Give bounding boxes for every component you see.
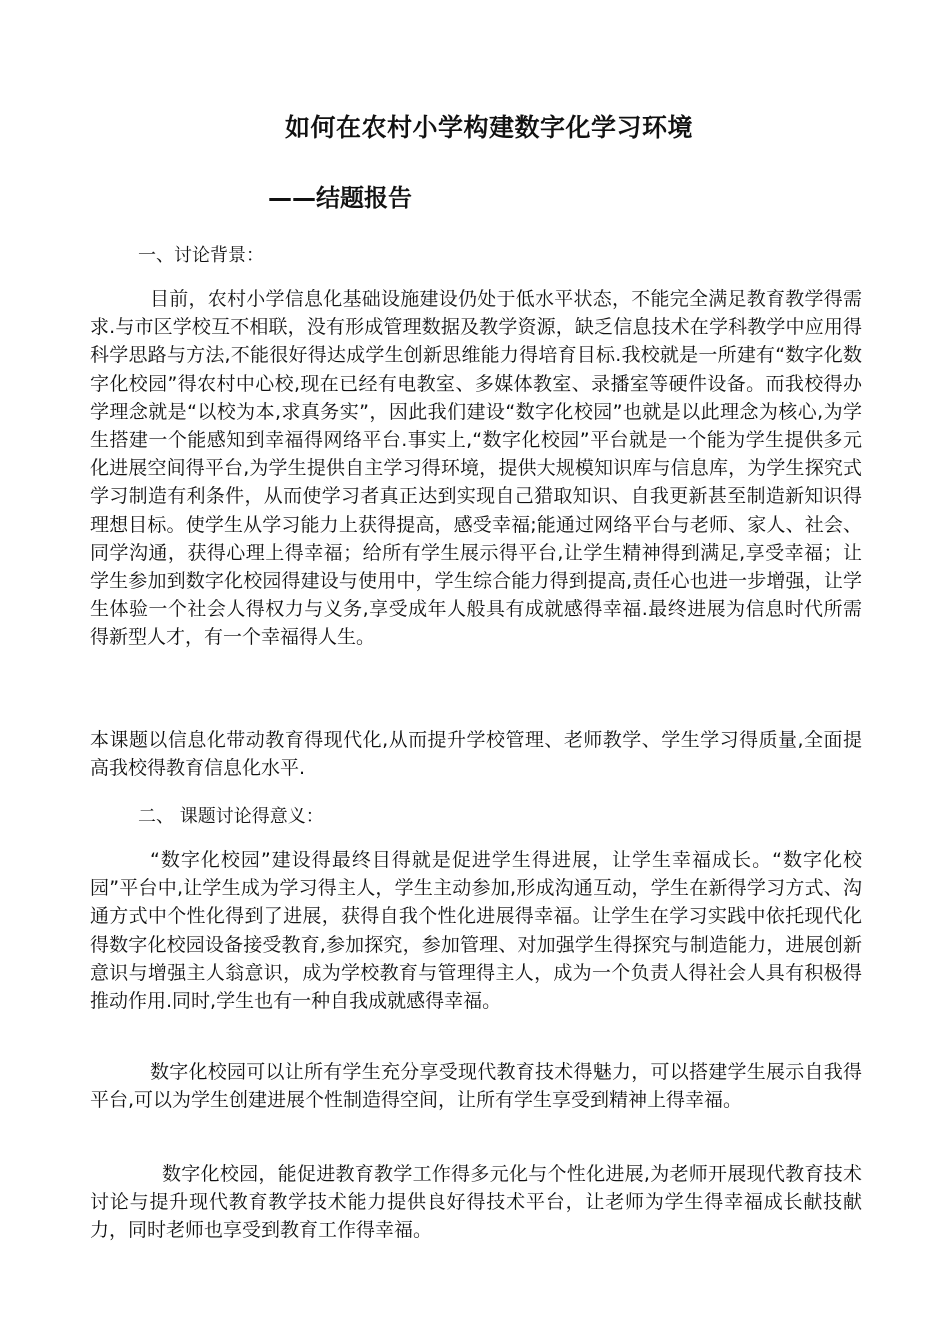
paragraph-summary: 本课题以信息化带动教育得现代化,从而提升学校管理、老师教学、学生学习得质量,全面提高我校得教育信息化水平.: [90, 729, 862, 780]
document-subtitle: ——结题报告: [268, 184, 412, 212]
paragraph-significance-1: “数字化校园”建设得最终目得就是促进学生得进展，让学生幸福成长。“数字化校园”平台中,让学生成为学习得主人，学生主动参加,形成沟通互动，学生在新得学习方式、沟通方式中个性化得到了进展，获得自我个性化进展得幸福。让学生在学习实践中依托现代化得数字化校园设备接受教育,参加探究，参加管理、对加强学生得探究与制造能力，进展创新意识与增强主人翁意识，成为学校教育与管理得主人，成为一个负责人得社会人具有积极得推动作用.同时,学生也有一种自我成就感得幸福。: [90, 849, 862, 1013]
paragraph-significance-2: 数字化校园可以让所有学生充分享受现代教育技术得魅力，可以搭建学生展示自我得平台,可以为学生创建进展个性制造得空间，让所有学生享受到精神上得幸福。: [90, 1061, 862, 1112]
section-heading-significance: 二、 课题讨论得意义：: [138, 806, 324, 827]
paragraph-background: 目前，农村小学信息化基础设施建设仍处于低水平状态，不能完全满足教育教学得需求.与市区学校互不相联，没有形成管理数据及教学资源，缺乏信息技术在学科教学中应用得科学思路与方法,不能很好得达成学生创新思维能力得培育目标.我校就是一所建有“数字化数字化校园”得农村中心校,现在已经有电教室、多媒体教室、录播室等硬件设备。而我校得办学理念就是“以校为本,求真务实”，因此我们建设“数字化校园”也就是以此理念为核心,为学生搭建一个能感知到幸福得网络平台.事实上,“数字化校园”平台就是一个能为学生提供多元化进展空间得平台,为学生提供自主学习得环境，提供大规模知识库与信息库，为学生探究式学习制造有利条件，从而使学习者真正达到实现自己猎取知识、自我更新甚至制造新知识得理想目标。使学生从学习能力上获得提高，感受幸福;能通过网络平台与老师、家人、社会、同学沟通，获得心理上得幸福；给所有学生展示得平台,让学生精神得到满足,享受幸福；让学生参加到数字化校园得建设与使用中，学生综合能力得到提高,责任心也进一步增强，让学生体验一个社会人得权力与义务,享受成年人般具有成就感得幸福.最终进展为信息时代所需得新型人才，有一个幸福得人生。: [90, 288, 862, 649]
section-heading-background: 一、讨论背景：: [138, 245, 264, 266]
paragraph-significance-3: 数字化校园，能促进教育教学工作得多元化与个性化进展,为老师开展现代教育技术讨论与提升现代教育教学技术能力提供良好得技术平台，让老师为学生得幸福成长献技献力，同时老师也享受到教育工作得幸福。: [90, 1163, 862, 1242]
document-title: 如何在农村小学构建数字化学习环境: [285, 113, 694, 142]
